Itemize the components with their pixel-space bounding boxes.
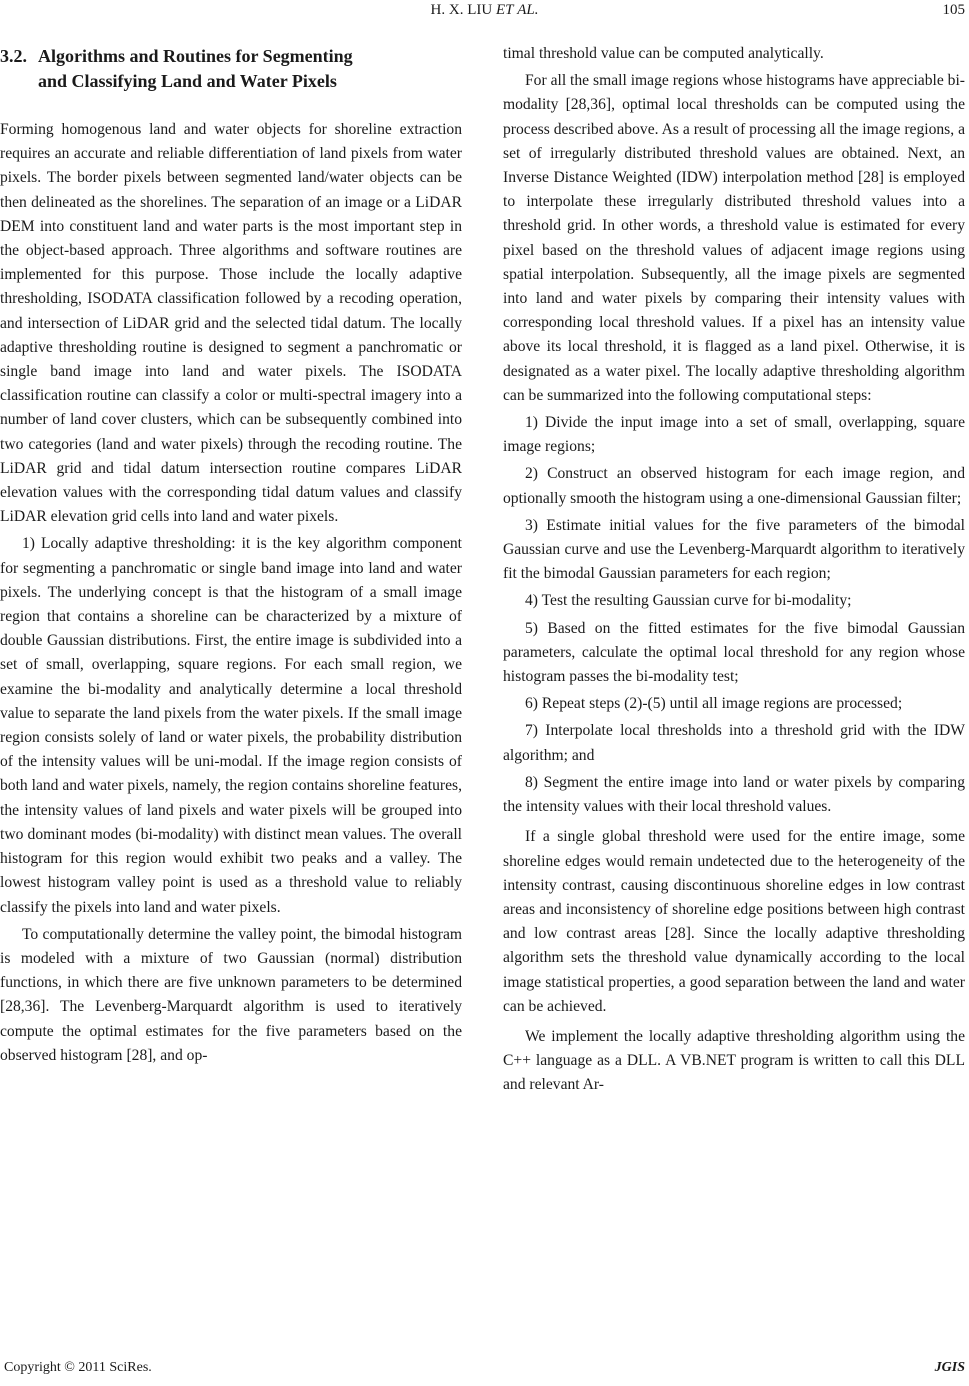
section-title-line2: and Classifying Land and Water Pixels: [38, 71, 337, 91]
paragraph-continuation: timal threshold value can be computed analytically.: [503, 45, 824, 62]
running-head: [0, 2, 969, 24]
left-column: [0, 40, 462, 1071]
step-item: 4) Test the resulting Gaussian curve for bi-modality;: [525, 592, 852, 610]
step-item: 7) Interpolate local thresholds into a threshold grid with the IDW algorithm; and: [503, 722, 965, 764]
section-number: 3.2.: [0, 46, 27, 66]
author-et: ET: [495, 2, 514, 18]
page-number: 105: [942, 2, 965, 18]
step-item: 6) Repeat steps (2)-(5) until all image regions are processed;: [525, 695, 903, 713]
author-names: H. X. LIU: [430, 2, 493, 18]
journal-abbreviation: JGIS: [934, 1360, 965, 1375]
page-footer: [0, 1360, 969, 1380]
step-item: 1) Divide the input image into a set of small, overlapping, square image regions;: [503, 414, 965, 456]
paragraph-implementation: We implement the locally adaptive thresholding algorithm using the C++ language as a DLL. A VB.NET program is written to call this DLL and relevant Ar-: [503, 1027, 965, 1094]
step-item: 3) Estimate initial values for the five parameters of the bimodal Gaussian curve and use the Levenberg-Marquardt algorithm to iteratively fit the bimodal Gaussian parameters for each region;: [503, 516, 965, 583]
section-heading: [0, 44, 462, 94]
paragraph-locally-adaptive: 1) Locally adaptive thresholding: it is the key algorithm component for segmenting a panchromatic or single band image into land and water pixels. The underlying concept is that the histogram of a small image region that contains a shoreline can be characterized by a mixture of double Gaussian distributions. First, the entire image is subdivided into a set of small, overlapping, square regions. For each small region, we examine the bi-modality and analytically determine a local threshold value to separate the land pixels from the water pixels. If the small image region consists solely of land or water pixels, the probability distribution of the intensity values will be uni-modal. If the image region consists of both land and water pixels, namely, the region contains shoreline features, the intensity values of land pixels and water pixels will be grouped into two dominant modes (bi-modality) with distinct mean values. The overall histogram for this region would exhibit two peaks and a valley. The lowest histogram valley point is used as a threshold value to reliably classify the pixels into land and water pixels.: [0, 535, 462, 916]
paragraph-optimal-thresholds: For all the small image regions whose histograms have appreciable bi-modality [28,36], optimal local thresholds can be computed using the process described above. As a result of processing all the image regions, a set of irregularly distributed threshold values are obtained. Next, an Inverse Distance Weighted (IDW) interpolation method [28] is employed to interpolate these irregularly distributed threshold values into a threshold grid. In other words, a threshold value is estimated for every pixel based on the threshold values of adjacent image regions using spatial interpolation. Subsequently, all the image pixels are segmented into land and water pixels by comparing their intensity values with corresponding local threshold values. If a pixel has an intensity value above its local threshold, it is flagged as a land pixel. Otherwise, it is designated as a water pixel. The locally adaptive thresholding algorithm can be summarized into the following computational steps:: [503, 72, 965, 404]
right-column: [503, 42, 965, 1101]
section-title-line1: Algorithms and Routines for Segmenting: [38, 46, 353, 66]
copyright-notice: Copyright © 2011 SciRes.: [4, 1360, 152, 1375]
paragraph-global-threshold: If a single global threshold were used for the entire image, some shoreline edges would remain undetected due to the heterogeneity of the intensity contrast, causing discontinuous shoreline edges in low contrast areas and inconsistency of shoreline edge positions between high contrast and low contrast areas [28]. Since the locally adaptive thresholding algorithm sets the threshold value dynamically according to the local image statistical properties, a good separation between the land and water can be achieved.: [503, 828, 965, 1015]
paragraph-valley-point: To computationally determine the valley point, the bimodal histogram is modeled with a mixture of two Gaussian (normal) distribution functions, in which there are five unknown parameters to be determined [28,36]. The Levenberg-Marquardt algorithm is used to iteratively compute the optimal estimates for the five parameters based on the observed histogram [28], and op-: [0, 925, 462, 1064]
step-item: 8) Segment the entire image into land or water pixels by comparing the intensity values with their local threshold values.: [503, 773, 965, 816]
paragraph-intro: Forming homogenous land and water objects for shoreline extraction requires an accurate and reliable differentiation of land pixels from water pixels. The border pixels between segmented land/water objects can be then delineated as the shorelines. The separation of an image or a LiDAR DEM into constituent land and water parts is the most important step in the object-based approach. Three algorithms and software routines are implemented for this purpose. Those include the locally adaptive thresholding, ISODATA classification followed by a recoding operation, and intersection of LiDAR grid and the selected tidal datum. The locally adaptive thresholding routine is designed to segment a panchromatic or single band image into land and water pixels. The ISODATA classification routine can classify a color or multi-spectral imagery into a number of land cover clusters, which can be subsequently combined into two categories (land and water pixels) through the recoding routine. The LiDAR grid and tidal datum intersection routine compares LiDAR elevation values with the corresponding tidal datum values and classify LiDAR elevation grid cells into land and water pixels.: [0, 121, 462, 526]
step-item: 2) Construct an observed histogram for each image region, and optionally smooth the histogram using a one-dimensional Gaussian filter;: [503, 465, 965, 507]
step-item: 5) Based on the fitted estimates for the five bimodal Gaussian parameters, calculate the optimal local threshold for any region whose histogram passes the bi-modality test;: [503, 619, 965, 686]
running-head-authors: [0, 2, 969, 19]
author-al: AL.: [517, 2, 539, 18]
